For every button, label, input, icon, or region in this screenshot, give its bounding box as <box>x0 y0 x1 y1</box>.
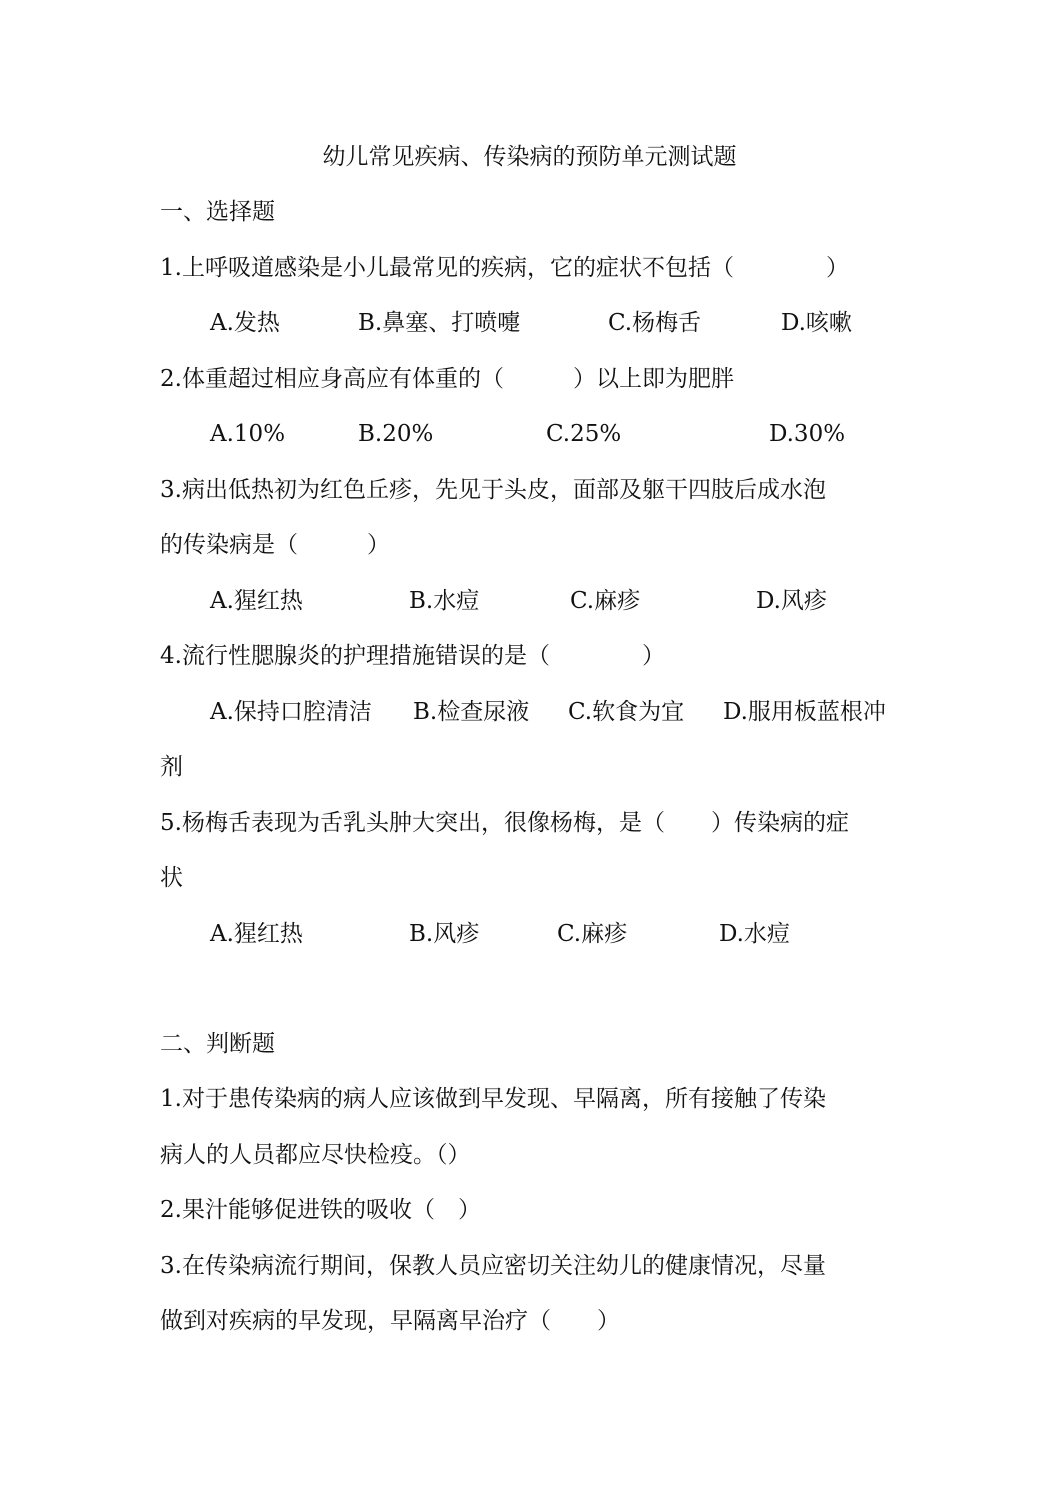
question-stem: 2.果汁能够促进铁的吸收（ ） <box>160 1197 481 1223</box>
option-d: D.咳嗽 <box>781 310 852 336</box>
option-a: A.猩红热 <box>210 588 303 614</box>
question-stem-continued: 做到对疾病的早发现，早隔离早治疗（ ） <box>160 1308 620 1334</box>
option-a: A.发热 <box>210 310 280 336</box>
option-d: D.服用板蓝根冲 <box>723 699 886 725</box>
question-stem-continued: 状 <box>160 865 183 891</box>
question-stem: 3.病出低热初为红色丘疹，先见于头皮，面部及躯干四肢后成水泡 <box>160 477 826 503</box>
option-b: B.20% <box>358 421 434 447</box>
section-heading-choice: 一、选择题 <box>160 199 275 225</box>
option-a: A.10% <box>210 421 286 447</box>
question-stem-continued: 的传染病是（ ） <box>160 532 390 558</box>
option-c: C.杨梅舌 <box>608 310 702 336</box>
option-b: B.检查尿液 <box>413 699 530 725</box>
option-b: B.鼻塞、打喷嚏 <box>358 310 521 336</box>
question-stem: 4.流行性腮腺炎的护理措施错误的是（ ） <box>160 643 665 669</box>
question-stem: 5.杨梅舌表现为舌乳头肿大突出，很像杨梅，是（ ）传染病的症 <box>160 810 849 836</box>
option-c: C.麻疹 <box>570 588 641 614</box>
option-b: B.水痘 <box>409 588 480 614</box>
option-a: A.保持口腔清洁 <box>210 699 372 725</box>
question-stem: 1.上呼吸道感染是小儿最常见的疾病，它的症状不包括（ ） <box>160 255 849 281</box>
option-continuation: 剂 <box>160 754 183 780</box>
option-c: C.软食为宜 <box>568 699 685 725</box>
option-c: C.麻疹 <box>557 921 628 947</box>
option-d: D.30% <box>769 421 846 447</box>
option-d: D.水痘 <box>719 921 790 947</box>
question-stem: 2.体重超过相应身高应有体重的（ ）以上即为肥胖 <box>160 366 734 392</box>
section-heading-judgment: 二、判断题 <box>160 1031 275 1057</box>
option-c: C.25% <box>546 421 622 447</box>
option-d: D.风疹 <box>756 588 827 614</box>
option-a: A.猩红热 <box>210 921 303 947</box>
option-b: B.风疹 <box>409 921 480 947</box>
question-stem: 3.在传染病流行期间，保教人员应密切关注幼儿的健康情况，尽量 <box>160 1253 826 1279</box>
question-stem: 1.对于患传染病的病人应该做到早发现、早隔离，所有接触了传染 <box>160 1086 826 1112</box>
document-title: 幼儿常见疾病、传染病的预防单元测试题 <box>322 144 737 170</box>
question-stem-continued: 病人的人员都应尽快检疫。（） <box>160 1142 471 1168</box>
